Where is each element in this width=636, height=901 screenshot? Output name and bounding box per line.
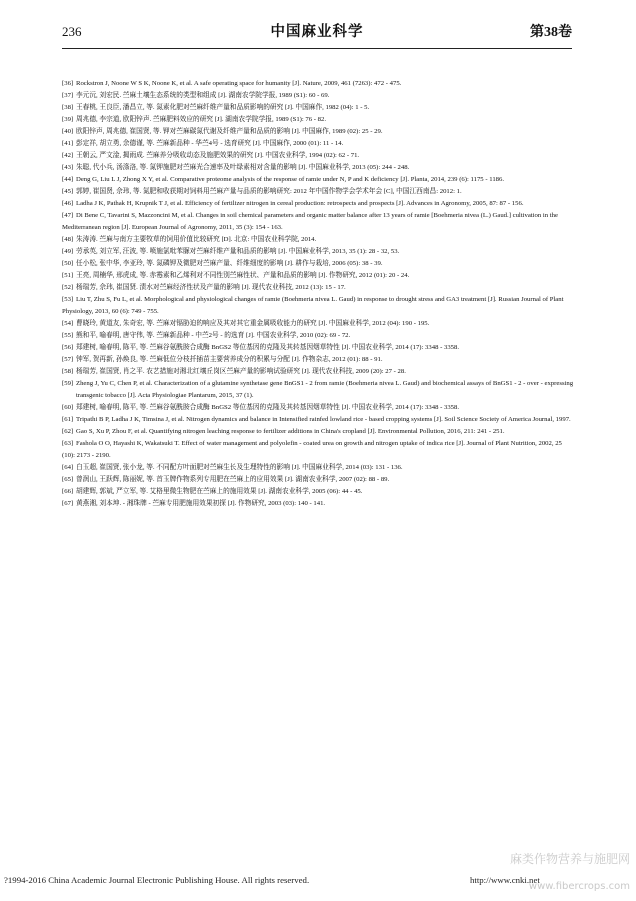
reference-text: 胡建辉, 郭斌, 严立军, 等. 艾格里微生物肥在苎麻上的施用效果 [J]. 湖南农业科学, 2005 (06): 44 - 45.	[76, 488, 363, 495]
reference-text: Zheng J, Yu C, Chen P, et al. Characterization of a glutamine synthetase gene BnGS1 - 2 from ramie (Boehmeria nivea L. Gaud) and biochemical assays of BnGS1 - 2 - over - expressing transgenic tobacco [J]. Acta Physiologiae Plantarum, 2015, 37 (1).	[76, 380, 574, 399]
reference-text: 劳承英, 刘立军, 汪波, 等. 喷施氯吡苯脲对苎麻纤维产量和品质的影响 [J]. 中国麻业科学, 2013, 35 (1): 28 - 32, 53.	[76, 248, 400, 255]
reference-text: 朱聪, 代小兵, 汤涤洛, 等. 氮钾施肥对苎麻光合速率及叶绿素相对含量的影响 [J]. 中国麻业科学, 2013 (05): 244 - 248.	[76, 164, 410, 171]
reference-number: [66]	[62, 488, 74, 495]
reference-number: [65]	[62, 476, 74, 483]
reference-number: [50]	[62, 260, 74, 267]
reference-item	[62, 402, 574, 414]
reference-item	[62, 270, 574, 282]
reference-item	[62, 246, 574, 258]
reference-number: [45]	[62, 188, 74, 195]
reference-text: 王朝云, 严文淦, 揭雨成. 苎麻养分吸收动态及施肥效果的研究 [J]. 中国农业科学, 1994 (02): 62 - 71.	[76, 152, 360, 159]
reference-number: [42]	[62, 152, 74, 159]
reference-number: [47]	[62, 212, 74, 219]
reference-number: [49]	[62, 248, 74, 255]
reference-number: [40]	[62, 128, 74, 135]
reference-text: 王春桃, 王良臣, 潘昌立, 等. 氮素化肥对苎麻纤维产量和品质影响的研究 [J]. 中国麻作, 1982 (04): 1 - 5.	[76, 104, 370, 111]
copyright-notice: ?1994-2016 China Academic Journal Electronic Publishing House. All rights reserved.	[4, 875, 310, 885]
reference-item	[62, 318, 574, 330]
reference-number: [48]	[62, 236, 74, 243]
reference-item	[62, 354, 574, 366]
reference-item	[62, 162, 574, 174]
reference-text: Rockstron J, Noone W S K, Noone K, et al. A safe operating space for humanity [J]. Nature, 2009, 461 (7263): 472 - 475.	[76, 80, 402, 87]
reference-number: [46]	[62, 200, 74, 207]
reference-number: [67]	[62, 500, 74, 507]
reference-number: [53]	[62, 296, 74, 303]
reference-item	[62, 342, 574, 354]
reference-item	[62, 126, 574, 138]
reference-text: 欧阳锌声, 周兆德, 崔国贤, 等. 钾对苎麻碳氮代谢及纤维产量和品质的影响 [J]. 中国麻作, 1989 (02): 25 - 29.	[76, 128, 383, 135]
reference-item	[62, 498, 574, 510]
reference-text: 周兆德, 李宗道, 欧阳锌声. 苎麻肥料效应的研究 [J]. 湖南农学院学报, 1989 (S1): 76 - 82.	[76, 116, 327, 123]
reference-list	[62, 78, 574, 510]
reference-text: 杨瑞芳, 佘玮, 崔国贤. 渍水对苎麻经济性状及产量的影响 [J]. 现代农业科技, 2012 (13): 15 - 17.	[76, 284, 346, 291]
reference-text: 黄燕湘, 刘本坤. - 湘珠牌 - 苎麻专用肥施用效果初探 [J]. 作物研究, 2003 (03): 140 - 141.	[76, 500, 326, 507]
reference-text: 王亮, 周楠华, 邢虎成, 等. 赤霉素和乙烯利对不同性别苎麻性状、产量和品质的影响 [J]. 作物研究, 2012 (01): 20 - 24.	[76, 272, 410, 279]
reference-number: [44]	[62, 176, 74, 183]
reference-item	[62, 138, 574, 150]
reference-number: [37]	[62, 92, 74, 99]
volume-label: 第38卷	[530, 25, 572, 40]
reference-text: Deng G, Liu L J, Zhong X Y, et al. Comparative proteome analysis of the response of ramie under N, P and K deficiency [J]. Planta, 2014, 239 (6): 1175 - 1186.	[76, 176, 505, 183]
reference-text: 杨瑞芳, 崔国贤, 肖之平. 农艺措施对湘北红壤丘岗区苎麻产量的影响试验研究 [J]. 现代农业科技, 2009 (20): 27 - 28.	[76, 368, 406, 375]
reference-number: [38]	[62, 104, 74, 111]
reference-number: [63]	[62, 440, 74, 447]
reference-number: [55]	[62, 332, 74, 339]
reference-item	[62, 234, 574, 246]
reference-text: Liu T, Zhu S, Fu L, et al. Morphological and physiological changes of ramie (Boehmeria nivea L. Gaud) in response to drought stress and GA3 treatment [J]. Russian Journal of Plant Physiology, 2013, 60 (6): 749 - 755.	[62, 296, 564, 315]
reference-number: [54]	[62, 320, 74, 327]
reference-item	[62, 150, 574, 162]
reference-text: Fashola O O, Hayashi K, Wakatsuki T. Effect of water management and polyolefin - coated urea on growth and nitrogen uptake of indica rice [J]. Journal of Plant Nutrition, 2002, 25 (10): 2173 - 2190.	[62, 440, 562, 459]
footer-website-link[interactable]: http://www.cnki.net	[470, 875, 540, 885]
reference-text: 曾润山, 王跃辉, 陈丽妮, 等. 首玉牌作物系列专用肥在苎麻上的应用效果 [J]. 湖南农业科学, 2007 (02): 88 - 89.	[76, 476, 390, 483]
journal-title: 中国麻业科学	[270, 24, 364, 40]
reference-item	[62, 90, 574, 102]
reference-text: 郑建树, 喻春明, 陈平, 等. 苎麻谷氨酰胺合成酶 BnGS2 等位基因的克隆及其转基因烟草特性 [J]. 中国农业科学, 2014 (17): 3348 - 3358.	[76, 404, 460, 411]
reference-number: [62]	[62, 428, 74, 435]
reference-text: Tripathi B P, Ladha J K, Timsina J, et al. Nitrogen dynamics and balance in Intensified rainfed lowland rice - based cropping systems [J]. Soil Science Society of America Journal, 1997.	[76, 416, 571, 423]
reference-number: [60]	[62, 404, 74, 411]
reference-text: 彭定祥, 胡立勇, 余德谨, 等. 苎麻新品种 - 华苎4号 - 选育研究 [J]. 中国麻作, 2000 (01): 11 - 14.	[76, 140, 344, 147]
reference-item	[62, 366, 574, 378]
reference-item	[62, 210, 574, 234]
reference-item	[62, 114, 574, 126]
watermark-title: 麻类作物营养与施肥网	[509, 852, 630, 866]
reference-text: 钟军, 贺再新, 孙焕良, 等. 苎麻低位分枝扦插苗主要营养成分的积累与分配 [J]. 作物杂志, 2012 (01): 88 - 91.	[76, 356, 383, 363]
reference-text: Ladha J K, Pathak H, Krupnik T J, et al. Efficiency of fertilizer nitrogen in cereal production: retrospects and prospects [J]. Advances in Agronomy, 2005, 87: 87 - 156.	[76, 200, 524, 207]
header-rule	[62, 48, 572, 49]
reference-item	[62, 378, 574, 402]
reference-text: 郭婷, 崔国贤, 佘玮, 等. 氮肥和收获期对饲料用苎麻产量与品质的影响研究: 2012 年中国作物学会学术年会 [C], 中国江西南昌: 2012: 1.	[76, 188, 462, 195]
reference-text: 任小松, 张中华, 李亚玲, 等. 氮磷钾及微肥对苎麻产量、纤维细度的影响 [J]. 耕作与栽培, 2006 (05): 38 - 39.	[76, 260, 383, 267]
reference-item	[62, 198, 574, 210]
reference-text: Gao S, Xu P, Zhou F, et al. Quantifying nitrogen leaching response to fertilizer additions in China's cropland [J]. Environmental Pollution, 2016, 211: 241 - 251.	[76, 428, 505, 435]
page-header	[62, 20, 572, 46]
reference-text: Di Bene C, Tavarini S, Mazzoncini M, et al. Changes in soil chemical parameters and organic matter balance after 13 years of ramie [Boehmeria nivea (L.) Gaud.] cultivation in the Mediterranean region [J]. European Journal of Agronomy, 2011, 35 (3): 154 - 163.	[62, 212, 558, 231]
reference-number: [64]	[62, 464, 74, 471]
reference-item	[62, 426, 574, 438]
reference-item	[62, 474, 574, 486]
reference-number: [58]	[62, 368, 74, 375]
reference-number: [43]	[62, 164, 74, 171]
reference-number: [36]	[62, 80, 74, 87]
page-number: 236	[62, 24, 82, 39]
reference-text: 熊和平, 喻春明, 唐守伟, 等. 苎麻新品种 - 中苎2号 - 的选育 [J]. 中国农业科学, 2010 (02): 69 - 72.	[76, 332, 351, 339]
reference-item	[62, 438, 574, 462]
reference-item	[62, 414, 574, 426]
reference-text: 李元沅, 刘宏民. 苎麻土壤生态系统的类型和组成 [J]. 湖南农学院学报, 1989 (S1): 60 - 69.	[76, 92, 330, 99]
reference-item	[62, 258, 574, 270]
reference-item	[62, 186, 574, 198]
reference-number: [56]	[62, 344, 74, 351]
reference-item	[62, 330, 574, 342]
reference-item	[62, 486, 574, 498]
reference-number: [61]	[62, 416, 74, 423]
reference-item	[62, 102, 574, 114]
reference-item	[62, 78, 574, 90]
reference-item	[62, 174, 574, 186]
reference-item	[62, 294, 574, 318]
reference-text: 曹晓玲, 黄道友, 朱奇宏, 等. 苎麻对镉胁迫的响应及其对其它重金属吸收能力的研究 [J]. 中国麻业科学, 2012 (04): 190 - 195.	[76, 320, 430, 327]
reference-text: 朱涛涛. 苎麻与南方主要牧草的饲用价值比较研究 [D]. 北京: 中国农业科学院, 2014.	[76, 236, 317, 243]
reference-number: [41]	[62, 140, 74, 147]
reference-item	[62, 462, 574, 474]
reference-number: [57]	[62, 356, 74, 363]
reference-number: [59]	[62, 380, 74, 387]
reference-number: [39]	[62, 116, 74, 123]
reference-number: [52]	[62, 284, 74, 291]
reference-item	[62, 282, 574, 294]
reference-text: 郑建树, 喻春明, 陈平, 等. 苎麻谷氨酰胺合成酶 BnGS2 等位基因的克隆及其转基因烟草特性 [J]. 中国农业科学, 2014 (17): 3348 - 3358.	[76, 344, 460, 351]
reference-text: 白玉超, 崔国贤, 张小龙, 等. 不同配方叶面肥对苎麻生长及生理特性的影响 [J]. 中国麻业科学, 2014 (03): 131 - 136.	[76, 464, 403, 471]
reference-number: [51]	[62, 272, 74, 279]
watermark-url: www.fibercrops.com	[528, 881, 630, 892]
